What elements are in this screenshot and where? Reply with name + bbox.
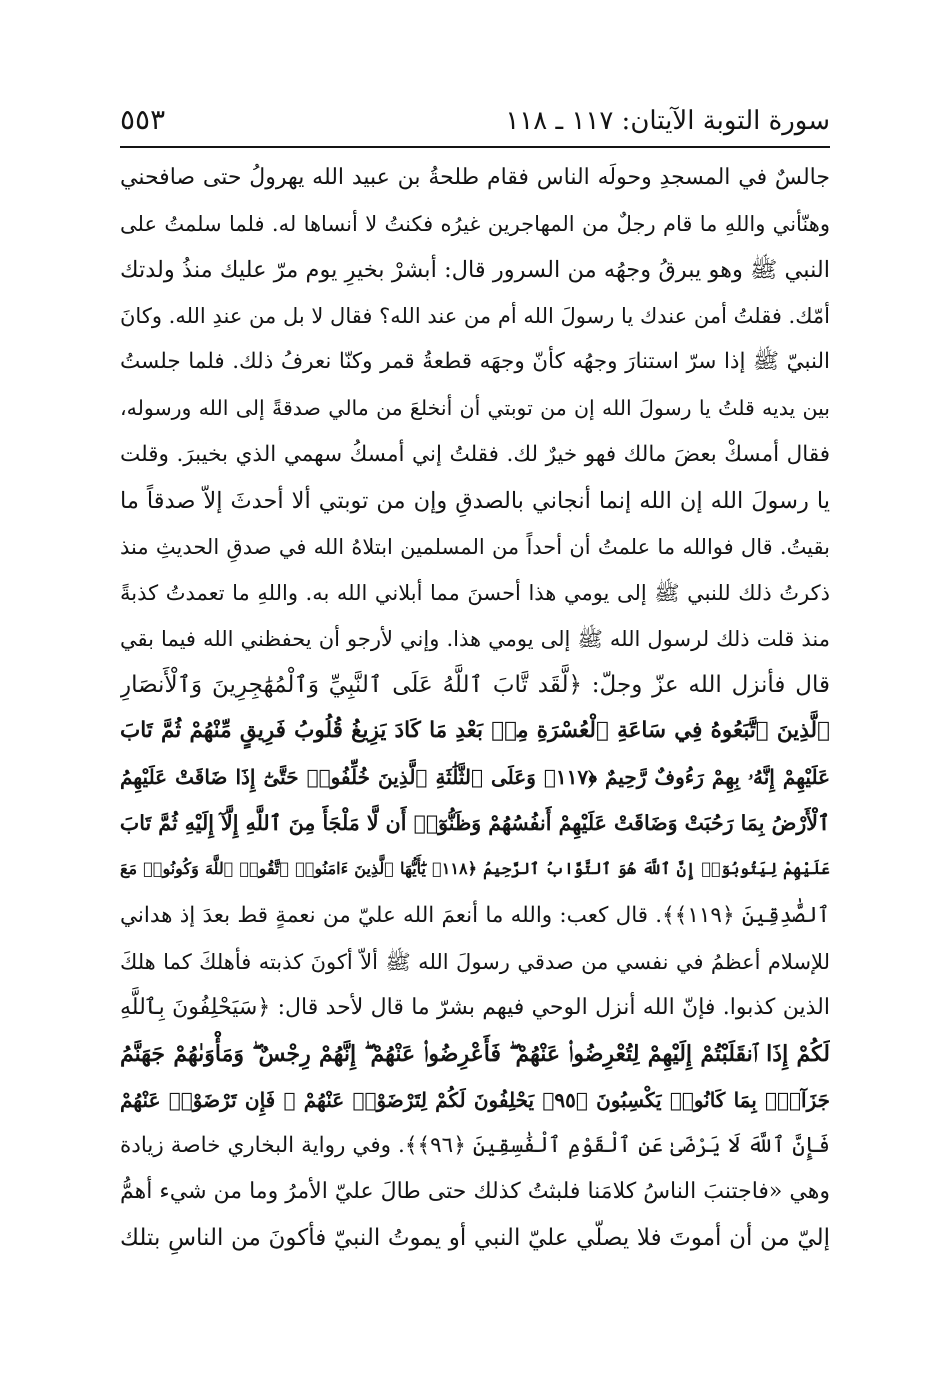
text-line: ذكرتُ ذلك للنبي ﷺ إلى يومي هذا أحسنَ مما أبلاني الله به. واللهِ ما تعمدتُ كذبةً bbox=[120, 580, 830, 605]
text-line: النبيّ ﷺ إذا سرّ استنارَ وجهُه كأنّ وجهَه قطعةُ قمر وكنّا نعرفُ ذلك. فلما جلستُ bbox=[120, 349, 830, 375]
quran-text-line: ٱلَّذِينَ ٱتَّبَعُوهُ فِي سَاعَةِ ٱلْعُسْرَةِ مِنۢ بَعْدِ مَا كَادَ يَزِيغُ قُلُوبُ فَرِيقٍ مِّنْهُمْ ثُمَّ تَابَ bbox=[120, 718, 830, 744]
quran-text-line: عَلَيْهِمْ إِنَّهُۥ بِهِمْ رَءُوفٌ رَّحِيمٌ ﴿١١٧﴾ وَعَلَى ٱلثَّلَٰثَةِ ٱلَّذِينَ خُلِّفُوا۟ حَتَّىٰٓ إِذَا ضَاقَتْ عَلَيْهِمُ bbox=[120, 765, 830, 790]
text-line: فقال أمسكْ بعضَ مالك فهو خيرٌ لك. فقلتُ إني أمسكُ سهمي الذي بخيبرَ. وقلت bbox=[120, 441, 830, 467]
text-line: وهنّأني واللهِ ما قام رجلٌ من المهاجرين غيرُه فكنتُ لا أنساها له. فلما سلمتُ على bbox=[120, 212, 830, 237]
text-line: أمّك. فقلتُ أمن عندك يا رسولَ الله أم من عند الله؟ فقال لا بل من عندِ الله. وكانَ bbox=[120, 304, 830, 329]
text-line: ٱلصَّٰدِقِينَ ﴿١١٩﴾﴾. قال كعب: والله ما أنعمَ الله عليّ من نعمةٍ قط بعدَ إذ هداني bbox=[120, 902, 830, 928]
quran-text-line: لَكُمْ إِذَا ٱنقَلَبْتُمْ إِلَيْهِمْ لِتُعْرِضُوا۟ عَنْهُمْ ۖ فَأَعْرِضُوا۟ عَنْهُمْ ۖ إِنَّهُمْ رِجْسٌ ۖ وَمَأْوَىٰهُمْ جَهَنَّمُ bbox=[120, 1040, 830, 1067]
header-rule bbox=[120, 146, 830, 148]
text-line: فَإِنَّ ٱللَّهَ لَا يَرْضَىٰ عَنِ ٱلْقَوْمِ ٱلْفَٰسِقِينَ ﴿٩٦﴾﴾. وفي رواية البخاري خاصة زيادة bbox=[120, 1132, 830, 1158]
quran-text-line: جَزَآءًۢ بِمَا كَانُوا۟ يَكْسِبُونَ ﴿٩٥﴾ يَحْلِفُونَ لَكُمْ لِتَرْضَوْا۟ عَنْهُمْ ۖ فَإِن تَرْضَوْا۟ عَنْهُمْ bbox=[120, 1087, 830, 1112]
text-line: وهي «فاجتنبَ الناسُ كلامَنا فلبثتُ كذلك حتى طالَ عليّ الأمرُ وما من شيء أهمُّ bbox=[120, 1179, 830, 1205]
quran-text-line: ٱلْأَرْضُ بِمَا رَحُبَتْ وَضَاقَتْ عَلَيْهِمْ أَنفُسُهُمْ وَظَنُّوٓا۟ أَن لَّا مَلْجَأَ مِنَ ٱللَّهِ إِلَّآ إِلَيْهِ ثُمَّ تَابَ bbox=[120, 811, 830, 836]
page-header bbox=[120, 92, 830, 148]
text-line: النبي ﷺ وهو يبرقُ وجهُه من السرور قال: أبشرْ بخيرِ يوم مرّ عليك منذُ ولدتك bbox=[120, 257, 830, 284]
text-line: جالسٌ في المسجدِ وحولَه الناس فقام طلحةُ بن عبيد الله يهرولُ حتى صافحني bbox=[120, 165, 830, 190]
text-line: إليّ من أن أموتَ فلا يصلّي عليّ النبي أو يموتُ النبيّ فأكونَ من الناسِ بتلك bbox=[120, 1225, 830, 1252]
quran-text-line: عَلَيْهِمْ لِيَتُوبُوٓا۟ إِنَّ ٱللَّهَ هُوَ ٱلتَّوَّابُ ٱلرَّحِيمُ ﴿١١٨﴾ يَٰٓأَيُّهَا ٱلَّذِينَ ءَامَنُوا۟ ٱتَّقُوا۟ ٱللَّهَ وَكُونُوا۟ مَعَ bbox=[120, 859, 830, 879]
page-number: ٥٥٣ bbox=[120, 103, 166, 136]
text-line: قال فأنزل الله عزّ وجلّ: ﴿لَّقَد تَّابَ ٱللَّهُ عَلَى ٱلنَّبِيِّ وَٱلْمُهَٰجِرِينَ وَٱلْأَنصَارِ bbox=[120, 672, 830, 699]
text-line: للإسلام أعظمُ في نفسي من صدقي رسولَ الله ﷺ ألاّ أكونَ كذبته فأهلكَ كما هلكَ bbox=[120, 949, 830, 974]
text-line: بين يديه قلتُ يا رسولَ الله إن من توبتي أن أنخلعَ من مالي صدقةً إلى الله ورسوله، bbox=[120, 396, 830, 421]
text-line: الذين كذبوا. فإنّ الله أنزل الوحي فيهم بشرّ ما قال لأحد قال: ﴿سَيَحْلِفُونَ بِٱللَّهِ bbox=[120, 994, 830, 1020]
running-title: سورة التوبة الآيتان: ١١٧ ـ ١١٨ bbox=[505, 106, 830, 136]
text-line: منذ قلت ذلك لرسول الله ﷺ إلى يومي هذا. وإني لأرجو أن يحفظني الله فيما بقي bbox=[120, 626, 830, 651]
text-line: بقيتُ. قال فوالله ما علمتُ أن أحداً من المسلمين ابتلاهُ الله في صدقِ الحديثِ منذ bbox=[120, 534, 830, 559]
body-text bbox=[120, 155, 830, 1261]
text-line: يا رسولَ الله إن الله إنما أنجاني بالصدقِ وإن من توبتي ألا أحدثَ إلاّ صدقاً ما bbox=[120, 487, 830, 514]
